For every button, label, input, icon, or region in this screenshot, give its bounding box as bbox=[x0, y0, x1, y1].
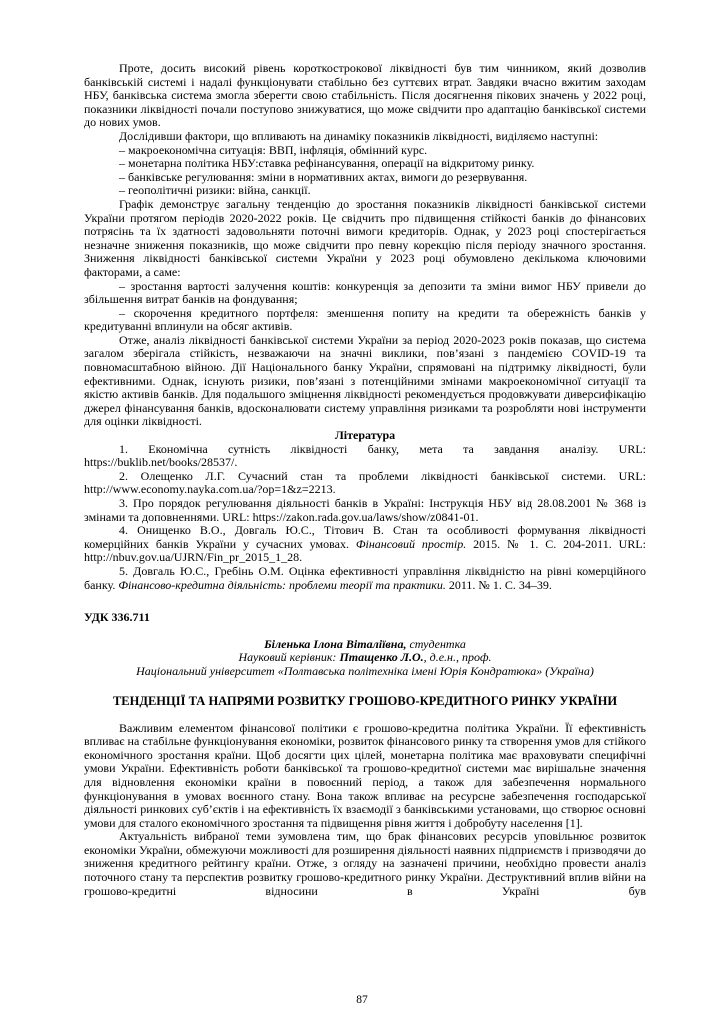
author-block bbox=[84, 638, 646, 679]
reference-item-2 bbox=[84, 470, 646, 497]
list-item-factor-geopolitical: – геополітичні ризики: війна, санкції. bbox=[119, 183, 311, 198]
reference-text: 3. Про порядок регулювання діяльності банків в Україні: Інструкція НБУ від 28.08.2001 № 368 із змінами та доповненнями. URL: https://zakon.rada.gov.ua/laws/show/z0841-01. bbox=[84, 496, 646, 524]
udk-code: УДК 336.711 bbox=[84, 610, 150, 625]
reference-text: 5. Довгаль Ю.С., Гребінь О.М. Оцінка ефективності управління ліквідністю на рівні комерційного банку. bbox=[84, 563, 646, 592]
reference-text: 2. Олещенко Л.Г. Сучасний стан та проблеми ліквідності банківської системи. URL: http://www.economy.nayka.com.ua/?op=1&z=2213. bbox=[84, 468, 646, 497]
supervisor-line bbox=[84, 651, 646, 665]
paragraph-factors-intro: Дослідивши фактори, що впливають на динаміку показників ліквідності, виділяємо наступні: bbox=[119, 128, 599, 143]
reference-item-1 bbox=[84, 443, 646, 470]
list-item-factor-regulation: – банківське регулювання: зміни в нормативних актах, вимоги до резервування. bbox=[119, 169, 528, 184]
author-role: студентка bbox=[406, 636, 466, 651]
literature-heading: Література bbox=[334, 428, 396, 443]
reference-journal: Фінансово-кредитна діяльність: проблеми теорії та практики. bbox=[118, 577, 446, 592]
paragraph-conclusion: Проте, досить високий рівень короткострокової ліквідності був тим чинником, який дозволив банківській системі і надалі функціонувати стабільно без суттєвих втрат. Завдяки вчасно вжитим заходам НБУ, банківська система змогла зберегти свою стабільність. Після досягнення пікових значень у 2022 році, показники ліквідності почали поступово знижуватися, що може свідчити про адаптацію банківської системи до нових умов. bbox=[84, 61, 646, 130]
reference-item-5 bbox=[84, 565, 646, 592]
reference-tail: 2011. № 1. С. 34–39. bbox=[445, 577, 552, 592]
article-title: ТЕНДЕНЦІЇ ТА НАПРЯМИ РОЗВИТКУ ГРОШОВО-КРЕДИТНОГО РИНКУ УКРАЇНИ bbox=[112, 693, 618, 708]
list-item-factor-monetary: – монетарна політика НБУ:ставка рефінансування, операції на відкритому ринку. bbox=[119, 156, 535, 171]
paragraph-intro: Важливим елементом фінансової політики є грошово-кредитна політика України. Її ефективність впливає на стабільне функціонування економіки, розвиток фінансового ринку та створення умов для стійкого економічного зростання країни. Щоб досягти цих цілей, монетарна політика має враховувати специфічні умови України. Ефективність роботи банківської та грошово-кредитної системи має вирішальне значення для відновлення економіки країни в повоєнний період, а також для забезпечення нормального функціонування в умовах воєнного стану. Вона також впливає на ресурсне забезпечення господарської діяльності ринкових суб’єктів і на ефективність їх взаємодії з банківськими установами, що створює основні умови для сталого економічного зростання та підвищення рівня життя і добробуту населення [1]. bbox=[84, 720, 646, 830]
author-name: Біленька Ілона Віталіївна, bbox=[264, 636, 407, 651]
reference-text: 1. Економічна сутність ліквідності банку, мета та завдання аналізу. URL: https://buklib.net/books/28537/. bbox=[84, 441, 646, 470]
money-market-article bbox=[84, 611, 646, 898]
reference-tail: 2015. № 1. С. 204-2011. URL: http://nbuv.gov.ua/UJRN/Fin_pr_2015_1_28. bbox=[84, 536, 646, 565]
list-item-decline-portfolio: – скорочення кредитного портфеля: зменшення попиту на кредити та обережність банків у кредитуванні вплинули на обсяг активів. bbox=[84, 305, 646, 334]
list-item-factor-macro: – макроекономічна ситуація: ВВП, інфляція, обмінний курс. bbox=[119, 142, 428, 157]
supervisor-name: Птащенко Л.О. bbox=[339, 650, 424, 665]
list-item-decline-funding: – зростання вартості залучення коштів: конкуренція за депозити та зміни вимог НБУ привели до збільшення витрат банків на фондування; bbox=[84, 278, 646, 307]
reference-item-3 bbox=[84, 497, 646, 524]
author-line bbox=[84, 638, 646, 652]
paragraph-summary: Отже, аналіз ліквідності банківської системи України за період 2020-2023 років показав, що система загалом зберігала стійкість, незважаючи на значні виклики, пов’язані з пандемією COVID-19 та повномасштабною війною. Дії Національного банку України, спрямовані на підтримку ліквідності, були ефективними. Однак, існують ризики, пов’язані з потенційними змінами макроекономічної ситуації та якістю активів банків. Для подальшого зміцнення ліквідності рекомендується продовжувати диверсифікацію джерел фінансування банків, вдосконалювати систему управління ризиками та розробляти нові інструменти для оцінки ліквідності. bbox=[84, 332, 646, 429]
supervisor-degree: , д.е.н., проф. bbox=[423, 650, 492, 665]
supervisor-label: Науковий керівник: bbox=[238, 650, 340, 665]
liquidity-article-end bbox=[84, 62, 646, 592]
paragraph-relevance: Актуальність вибраної теми зумовлена тим, що брак фінансових ресурсів уповільнює розвиток економіки України, обмежуючи можливості для розширення діяльності наявних підприємств і призводячи до зниження кредитного рейтингу країни. Отже, з огляду на зазначені причини, необхідно провести аналіз поточного стану та перспектив розвитку грошово-кредитного ринку України. Деструктивний вплив війни на грошово-кредитні відносини в Україні був bbox=[84, 829, 646, 898]
affiliation-line: Національний університет «Полтавська політехніка імені Юрія Кондратюка» (Україна) bbox=[136, 663, 594, 678]
paragraph-graph-analysis: Графік демонструє загальну тенденцію до зростання показників ліквідності банківської системи України протягом періодів 2020-2022 років. Це свідчить про підвищення стійкості банків до фінансових потрясінь та їх здатності задовольняти поточні вимоги кредиторів. Однак, у 2023 році спостерігається незначне зниження показників, що може свідчити про певну корекцію після періоду значного зростання. Зниження ліквідності банківської системи України у 2023 році обумовлено декількома ключовими факторами, а саме: bbox=[84, 196, 646, 279]
reference-item-4 bbox=[84, 524, 646, 565]
page-number: 87 bbox=[356, 994, 368, 1007]
reference-text: 4. Онищенко В.О., Довгаль Ю.С., Тітович В. Стан та особливості формування ліквідності комерційних банків України у сучасних умовах. bbox=[84, 523, 646, 551]
reference-journal: Фінансовий простір. bbox=[355, 536, 467, 551]
